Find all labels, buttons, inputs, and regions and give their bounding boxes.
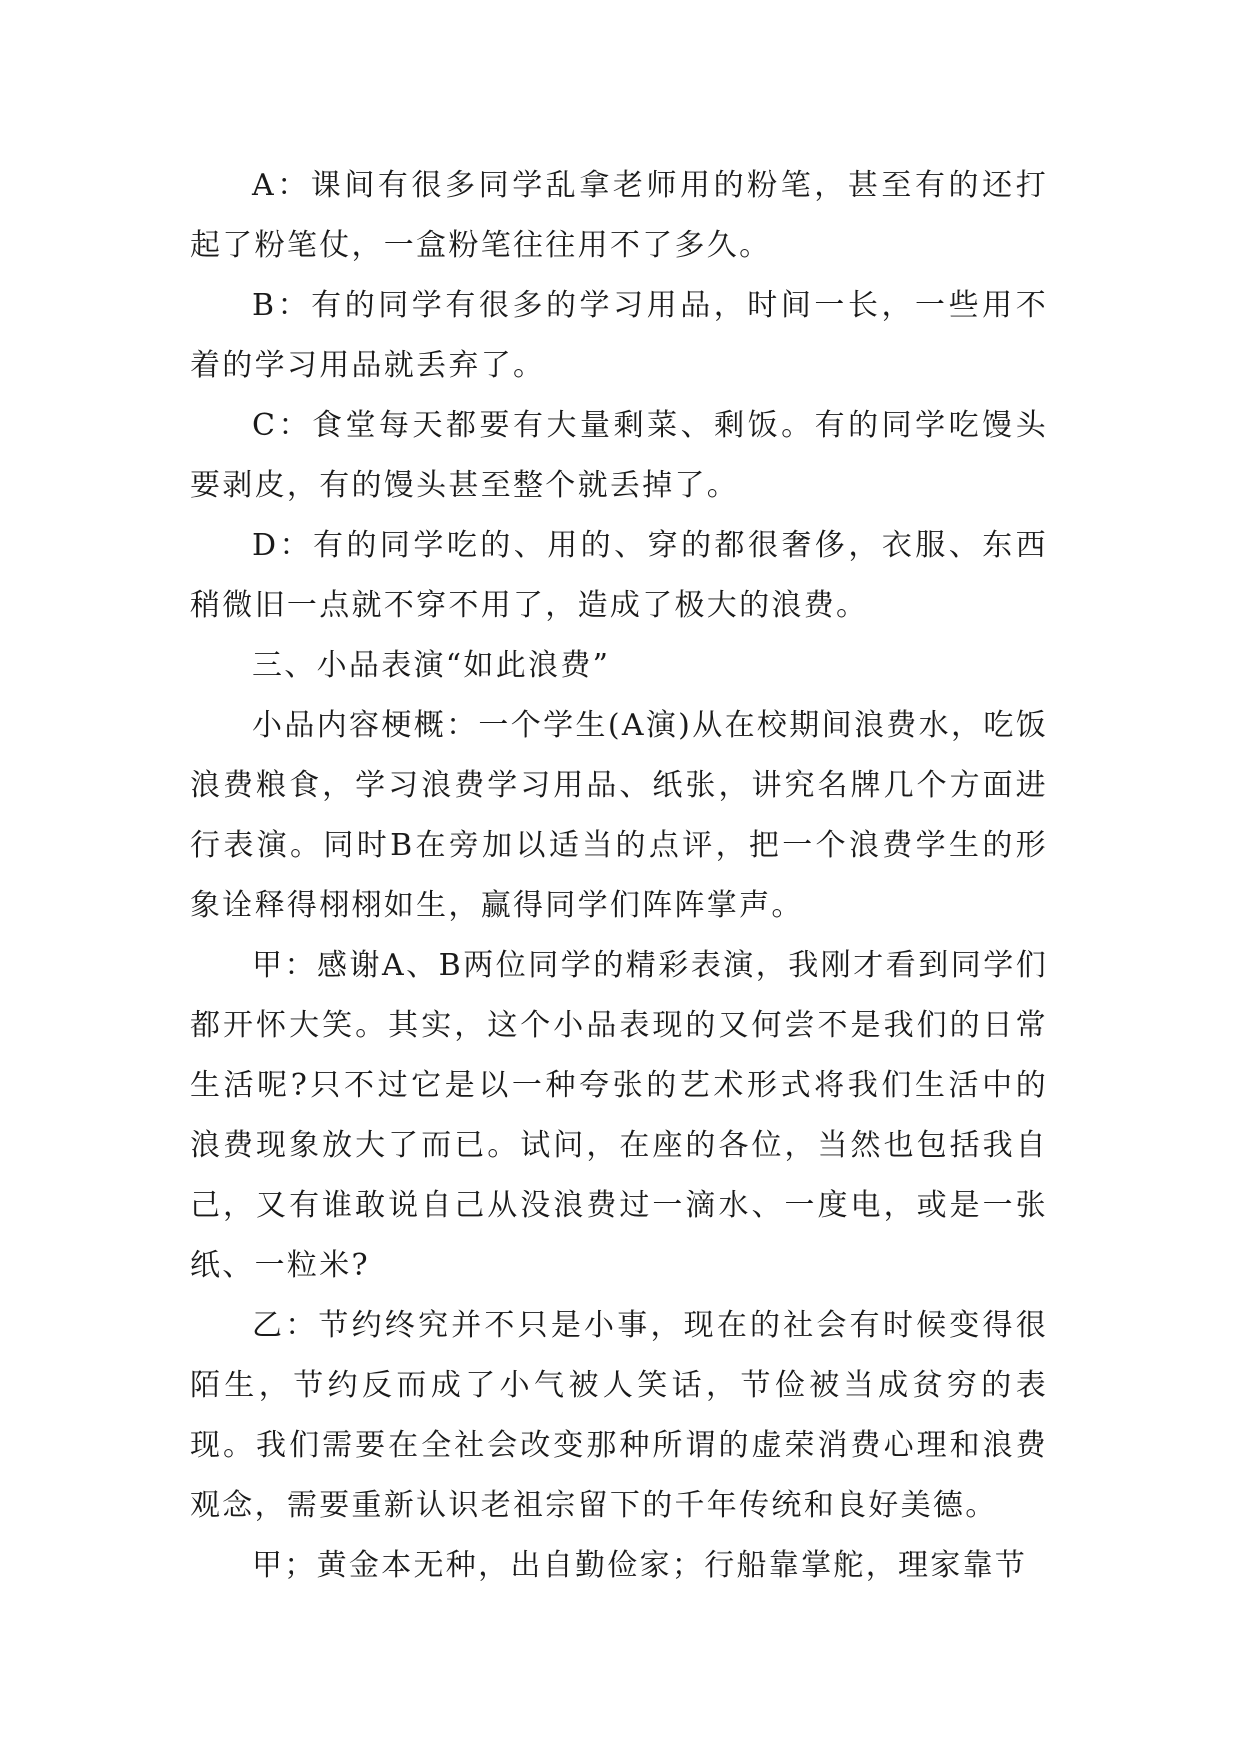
document-body — [190, 156, 1048, 1596]
paragraph-jia-2: 甲；黄金本无种，出自勤俭家；行船靠掌舵，理家靠节 — [252, 1548, 1028, 1583]
paragraph-yi: 乙：节约终究并不只是小事，现在的社会有时候变得很陌生，节约反而成了小气被人笑话，节俭被当成贫穷的表现。我们需要在全社会改变那种所谓的虚荣消费心理和浪费观念，需要重新认识老祖宗留下的千年传统和良好美德。 — [190, 1308, 1048, 1523]
section-heading: 三、小品表演“如此浪费” — [252, 648, 611, 683]
paragraph-b: B：有的同学有很多的学习用品，时间一长，一些用不着的学习用品就丢弃了。 — [190, 288, 1048, 383]
paragraph-jia-1: 甲：感谢A、B两位同学的精彩表演，我刚才看到同学们都开怀大笑。其实，这个小品表现的又何尝不是我们的日常生活呢?只不过它是以一种夸张的艺术形式将我们生活中的浪费现象放大了而已。试问，在座的各位，当然也包括我自己，又有谁敢说自己从没浪费过一滴水、一度电，或是一张纸、一粒米? — [190, 948, 1048, 1283]
paragraph-d: D：有的同学吃的、用的、穿的都很奢侈，衣服、东西稍微旧一点就不穿不用了，造成了极大的浪费。 — [190, 528, 1048, 623]
paragraph-c: C：食堂每天都要有大量剩菜、剩饭。有的同学吃馒头要剥皮，有的馒头甚至整个就丢掉了。 — [190, 408, 1048, 503]
paragraph-skit-summary: 小品内容梗概：一个学生(A演)从在校期间浪费水，吃饭浪费粮食，学习浪费学习用品、纸张，讲究名牌几个方面进行表演。同时B在旁加以适当的点评，把一个浪费学生的形象诠释得栩栩如生，赢得同学们阵阵掌声。 — [190, 708, 1048, 923]
paragraph-a: A：课间有很多同学乱拿老师用的粉笔，甚至有的还打起了粉笔仗，一盒粉笔往往用不了多久。 — [190, 168, 1048, 263]
